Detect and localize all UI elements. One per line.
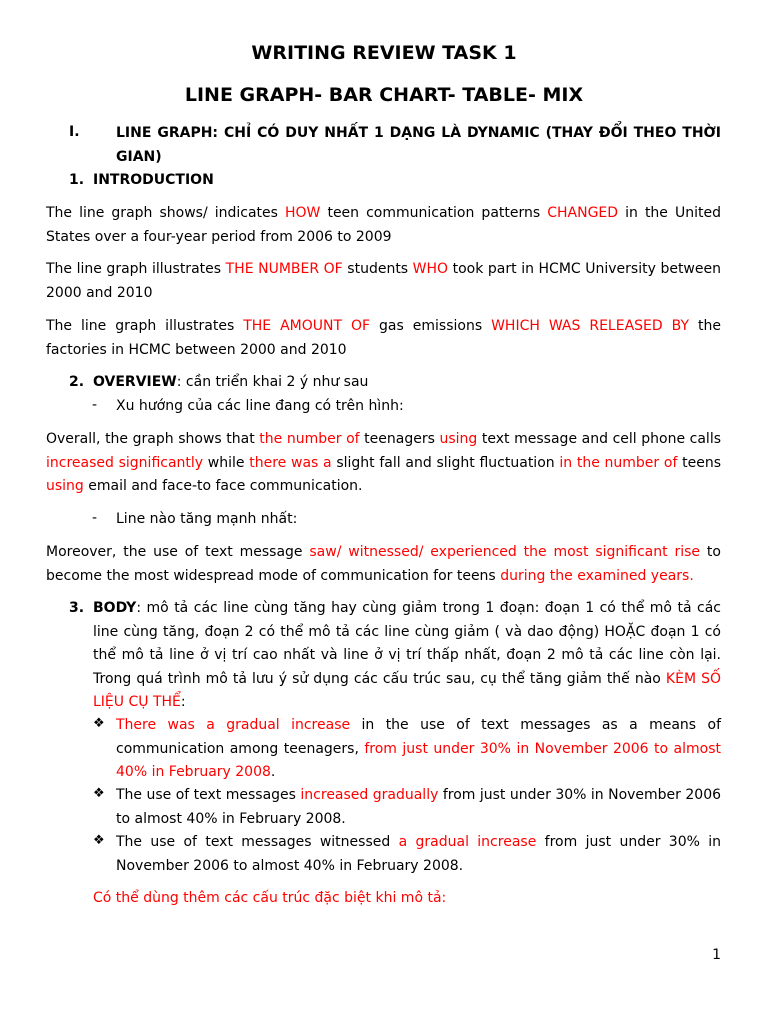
text-run: The use of text messages witnessed bbox=[116, 834, 399, 850]
highlight-text: the number of bbox=[259, 431, 360, 447]
text-run: in the United States over a four-year period from 2006 to 2009 bbox=[46, 205, 721, 245]
text-run: text message and cell phone calls bbox=[477, 431, 721, 447]
highlight-text: using bbox=[439, 431, 478, 447]
diamond-item-3 bbox=[116, 831, 721, 878]
dash-item-strongest: Line nào tăng mạnh nhất: bbox=[116, 511, 298, 527]
highlight-text: saw/ witnessed/ experienced the most significant rise bbox=[309, 544, 701, 560]
heading-number: 2. bbox=[69, 374, 85, 390]
highlight-text: HOW bbox=[285, 205, 321, 221]
dash-bullet: - bbox=[92, 510, 98, 526]
section-heading: LINE GRAPH: CHỈ CÓ DUY NHẤT 1 DẠNG LÀ DYNAMIC (THAY ĐỔI THEO THỜI GIAN) bbox=[116, 125, 721, 165]
heading-overview bbox=[93, 371, 721, 395]
text-run: in the use of text messages as a means of communication among teenagers, bbox=[116, 717, 721, 757]
text-run: email and face-to face communication. bbox=[83, 478, 363, 494]
text-run: teens bbox=[677, 454, 721, 471]
doc-title: WRITING REVIEW TASK 1 bbox=[251, 42, 517, 64]
text-run: : cần triển khai 2 ý như sau bbox=[176, 374, 369, 390]
highlight-text: from just under 30% in November 2006 to almost 40% in February 2008 bbox=[116, 740, 722, 780]
heading-number: 1. bbox=[69, 172, 85, 188]
text-run: students bbox=[342, 261, 413, 277]
diamond-bullet-icon: ❖ bbox=[93, 833, 105, 848]
intro-paragraph-3 bbox=[46, 315, 721, 362]
text-run: the factories in HCMC between 2000 and 2010 bbox=[46, 318, 721, 358]
text-run: gas emissions bbox=[370, 318, 492, 334]
heading-bold-text: BODY bbox=[93, 600, 137, 616]
special-structures-note: Có thể dùng thêm các cấu trúc đặc biệt khi mô tả: bbox=[93, 890, 447, 906]
highlight-text: during the examined years. bbox=[500, 567, 694, 584]
highlight-text: There was a gradual increase bbox=[116, 717, 351, 733]
text-run: slight fall and slight fluctuation bbox=[331, 454, 560, 471]
highlight-text: THE NUMBER OF bbox=[225, 261, 343, 277]
section-number: I. bbox=[69, 124, 80, 140]
text-run: : bbox=[180, 694, 186, 710]
highlight-text: CHANGED bbox=[547, 205, 619, 221]
heading-introduction: INTRODUCTION bbox=[93, 172, 214, 188]
text-run: while bbox=[203, 454, 250, 471]
text-run: to become the most widespread mode of communication for teens bbox=[46, 544, 721, 584]
dash-bullet: - bbox=[92, 397, 98, 413]
text-run: from just under 30% in November 2006 to almost 40% in February 2008. bbox=[116, 787, 722, 827]
highlight-text: using bbox=[46, 478, 84, 494]
highlight-text: WHO bbox=[412, 261, 449, 277]
text-run: The use of text messages bbox=[116, 787, 301, 803]
highlight-text: there was a bbox=[249, 454, 332, 471]
heading-body bbox=[93, 597, 721, 715]
text-run: : mô tả các line cùng tăng hay cùng giảm trong 1 đoạn: đoạn 1 có thể mô tả các line cùng tăng, đoạn 2 có thể mô tả các line cùng giảm ( và dao động) HOẶC đoạn 1 có thể mô tả line ở vị trí cao nhất và line ở vị trí thấp nhất, đoạn 2 mô tả các line còn lại. Trong quá trình mô tả lưu ý sử dụng các cấu trúc sau, cụ thể tăng giảm thế nào bbox=[93, 600, 721, 687]
text-run: teenagers bbox=[359, 431, 440, 447]
highlight-text: WHICH WAS RELEASED BY bbox=[491, 318, 690, 334]
doc-subtitle: LINE GRAPH- BAR CHART- TABLE- MIX bbox=[184, 84, 584, 106]
text-run: from just under 30% in November 2006 to almost 40% in February 2008. bbox=[116, 834, 722, 874]
text-run: teen communication patterns bbox=[320, 205, 548, 221]
text-run: took part in HCMC University between 2000 and 2010 bbox=[46, 261, 721, 301]
dash-item-trend: Xu hướng của các line đang có trên hình: bbox=[116, 398, 404, 414]
page-number: 1 bbox=[712, 947, 721, 963]
overview-paragraph bbox=[46, 428, 721, 499]
diamond-item-2 bbox=[116, 784, 721, 831]
intro-paragraph-1 bbox=[46, 202, 721, 249]
text-run: The line graph illustrates bbox=[46, 261, 226, 277]
highlight-text: increased significantly bbox=[46, 454, 204, 471]
highlight-text: THE AMOUNT OF bbox=[243, 318, 371, 334]
text-run: Overall, the graph shows that bbox=[46, 431, 260, 447]
heading-bold-text: OVERVIEW bbox=[93, 374, 177, 390]
moreover-paragraph bbox=[46, 541, 721, 588]
text-run: The line graph shows/ indicates bbox=[46, 205, 285, 221]
highlight-text: increased gradually bbox=[300, 787, 439, 803]
text-run: The line graph illustrates bbox=[46, 318, 244, 334]
text-run: . bbox=[270, 764, 276, 780]
heading-number: 3. bbox=[69, 600, 85, 616]
intro-paragraph-2 bbox=[46, 258, 721, 305]
diamond-item-1 bbox=[116, 714, 721, 785]
highlight-text: KÈM SỐ LIỆU CỤ THỂ bbox=[93, 670, 721, 710]
text-run: Moreover, the use of text message bbox=[46, 544, 310, 560]
diamond-bullet-icon: ❖ bbox=[93, 716, 105, 731]
diamond-bullet-icon: ❖ bbox=[93, 786, 105, 801]
highlight-text: in the number of bbox=[559, 454, 678, 471]
highlight-text: a gradual increase bbox=[398, 834, 537, 850]
